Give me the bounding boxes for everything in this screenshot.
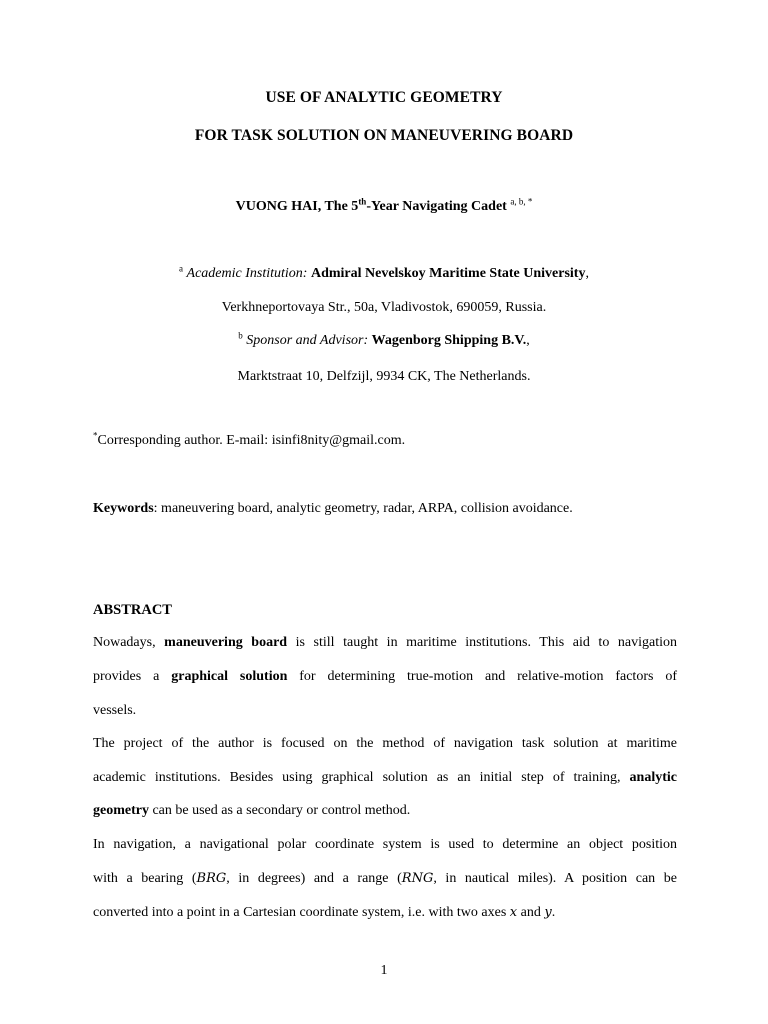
affiliation-b-address: Marktstraat 10, Delfzijl, 9934 CK, The Netherlands. xyxy=(237,369,531,384)
math-symbol: RNG xyxy=(401,871,434,886)
affiliation-b xyxy=(0,330,768,349)
math-symbol: x xyxy=(509,905,518,920)
author-line xyxy=(0,196,768,215)
emphasis-run: analytic xyxy=(629,770,677,785)
affiliation-a xyxy=(0,263,768,282)
keywords-line xyxy=(93,501,677,517)
text-run: and xyxy=(517,905,545,920)
abstract-p1-line-1 xyxy=(93,635,677,651)
title-line-1: USE OF ANALYTIC GEOMETRY xyxy=(265,89,503,106)
emphasis-run: geometry xyxy=(93,803,149,818)
math-symbol: BRG xyxy=(196,871,227,886)
text-run: for determining true-motion and relative-motion factors of xyxy=(287,669,677,684)
text-run: is still taught in maritime institutions. This aid to navigation xyxy=(287,635,677,650)
affiliation-b-trail: , xyxy=(526,333,530,348)
text-run: , in nautical miles). A position can be xyxy=(433,871,677,886)
affiliation-a-org: Admiral Nevelskoy Maritime State University xyxy=(310,266,586,281)
affiliation-b-label: Sponsor and Advisor: xyxy=(246,333,369,348)
text-run: with a bearing ( xyxy=(93,871,197,886)
affiliation-a-trail: , xyxy=(585,266,589,281)
author-role: -Year Navigating Cadet xyxy=(366,199,507,214)
keywords-label: Keywords xyxy=(93,501,154,516)
author-name: VUONG HAI, The 5 xyxy=(235,199,359,214)
affiliation-b-mark: b xyxy=(238,330,243,341)
page-number: 1 xyxy=(380,963,388,978)
abstract-p3-line-1: In navigation, a navigational polar coordinate system is used to determine an object position xyxy=(93,837,677,852)
corresponding-author xyxy=(93,430,677,449)
abstract-p1-line-3: vessels. xyxy=(93,703,137,718)
emphasis-run: maneuvering board xyxy=(164,635,288,650)
text-run: converted into a point in a Cartesian coordinate system, i.e. with two axes xyxy=(93,905,510,920)
affiliation-a-label: Academic Institution: xyxy=(186,266,308,281)
text-run: Nowadays, xyxy=(93,635,165,650)
abstract-p1-line-2 xyxy=(93,669,677,685)
text-run: . xyxy=(551,905,556,920)
keywords-text: : maneuvering board, analytic geometry, radar, ARPA, collision avoidance. xyxy=(153,501,573,516)
emphasis-run: graphical solution xyxy=(171,669,288,684)
corresponding-text: Corresponding author. E-mail: isinfi8nity@gmail.com. xyxy=(97,433,406,448)
abstract-p3-line-2 xyxy=(93,871,677,887)
abstract-p2-line-3 xyxy=(93,803,677,819)
title-line-2: FOR TASK SOLUTION ON MANEUVERING BOARD xyxy=(194,127,574,144)
abstract-heading: ABSTRACT xyxy=(93,602,172,618)
corresponding-mark: * xyxy=(93,430,98,441)
affiliation-a-address: Verkhneportovaya Str., 50a, Vladivostok, 690059, Russia. xyxy=(221,300,547,315)
text-run: , in degrees) and a range ( xyxy=(226,871,402,886)
affiliation-a-mark: a xyxy=(179,263,184,274)
text-run: can be used as a secondary or control method. xyxy=(148,803,411,818)
text-run: academic institutions. Besides using graphical solution as an initial step of training, xyxy=(93,770,630,785)
affiliation-b-org: Wagenborg Shipping B.V. xyxy=(371,333,527,348)
math-symbol: y xyxy=(544,905,552,920)
author-ordinal-sup: th xyxy=(358,196,367,207)
abstract-p2-line-2 xyxy=(93,770,677,786)
author-affil-marks: a, b, * xyxy=(510,196,533,207)
abstract-p2-line-1: The project of the author is focused on the method of navigation task solution at maritime xyxy=(93,736,677,751)
text-run: provides a xyxy=(93,669,172,684)
abstract-p3-line-3 xyxy=(93,905,677,921)
